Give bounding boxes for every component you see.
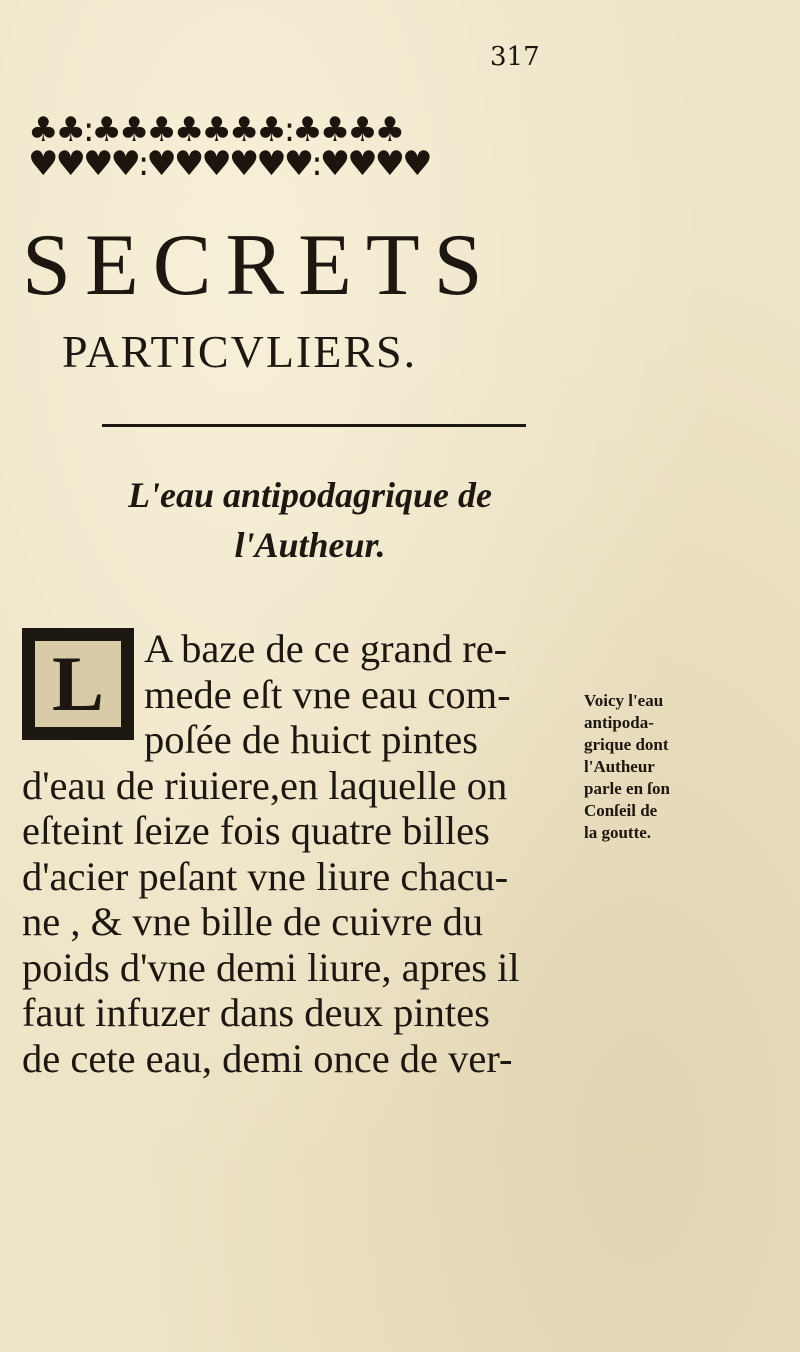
body-line-5: eſteint ſeize fois quatre billes	[22, 808, 490, 853]
body-line-9: faut infuzer dans deux pintes	[22, 990, 490, 1035]
margin-note-line-2: antipoda-	[584, 713, 654, 732]
body-line-6: d'acier peſant vne liure chacu-	[22, 853, 509, 899]
body-line-7: ne , & vne bille de cuivre du	[22, 899, 484, 944]
section-heading-line-2: l'Autheur.	[234, 525, 386, 565]
ornament-band-top: ♣♣:♣♣♣♣♣♣♣:♣♣♣♣	[28, 112, 403, 148]
body-line-4: d'eau de riuiere,en laquelle on	[22, 762, 508, 808]
title-rule	[102, 424, 526, 427]
body-line-3: poſée de huict pintes	[144, 717, 479, 762]
margin-note	[584, 690, 692, 844]
margin-note-line-4: l'Autheur	[584, 757, 655, 776]
body-paragraph	[22, 626, 582, 1081]
body-line-10: de cete eau, demi once de ver-	[22, 1035, 513, 1081]
drop-cap-letter: L	[35, 641, 121, 727]
body-line-1: A baze de ce grand re-	[144, 626, 508, 671]
ornament-band-bottom: ♥♥♥♥:♥♥♥♥♥♥:♥♥♥♥	[28, 146, 430, 182]
margin-note-line-1: Voicy l'eau	[584, 691, 664, 710]
margin-note-line-6: Conſeil de	[584, 801, 658, 820]
page-subtitle: PARTICVLIERS.	[62, 326, 418, 377]
page-number: 317	[490, 42, 540, 72]
body-line-8: poids d'vne demi liure, apres il	[22, 944, 520, 990]
section-heading	[60, 470, 560, 570]
section-heading-line-1: L'eau antipodagrique de	[127, 475, 492, 515]
margin-note-line-5: parle en ſon	[584, 779, 670, 798]
body-line-2: mede eſt vne eau com-	[144, 671, 511, 717]
margin-note-line-3: grique dont	[584, 735, 669, 754]
margin-note-line-7: la goutte.	[584, 823, 652, 842]
page-title: SECRETS	[22, 217, 497, 314]
